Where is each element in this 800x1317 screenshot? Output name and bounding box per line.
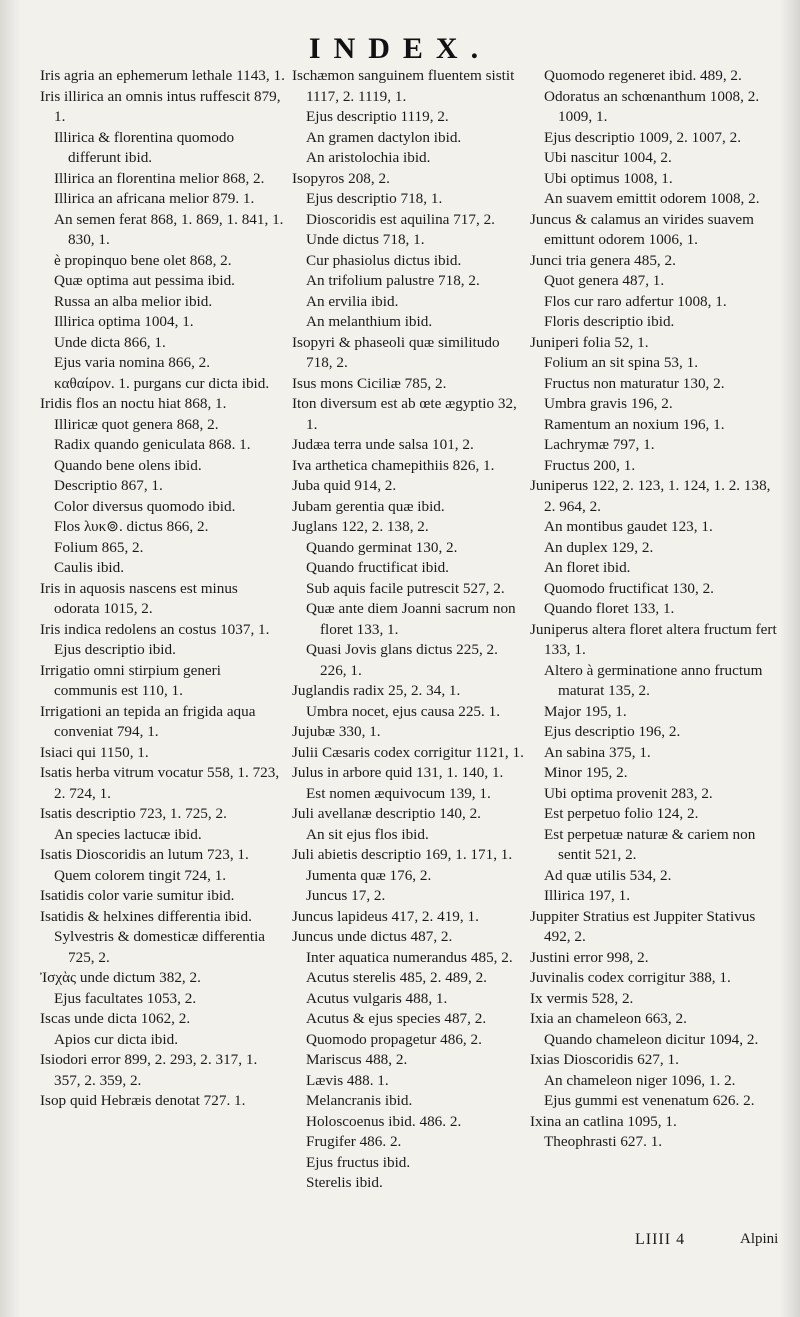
index-entry: Ixia an chameleon 663, 2. [530,1010,687,1027]
index-subentry: Quando chameleon dicitur 1094, 2. [544,1030,759,1048]
index-subentry: Ejus varia nomina 866, 2. [54,354,211,371]
index-entry: Julus in arbore quid 131, 1. 140, 1. [292,764,504,781]
index-subentry: An ervilia ibid. [306,292,399,310]
index-entry: Iva arthetica chamepithiis 826, 1. [292,456,495,474]
index-subentry: Quem colorem tingit 724, 1. [54,866,227,884]
index-subentry: An aristolochia ibid. [306,149,431,166]
index-subentry: Lachrymæ 797, 1. [544,436,655,453]
index-entry: Isopyros 208, 2. [292,169,390,187]
index-subentry: Dioscoridis est aquilina 717, 2. [306,210,495,228]
index-entry: Iridis flos an noctu hiat 868, 1. [40,395,227,412]
index-subentry: Illirica 197, 1. [544,887,631,904]
index-entry: Juniperi folia 52, 1. [530,333,649,351]
index-subentry: Apios cur dicta ibid. [54,1030,179,1048]
index-entry: Iris agria an ephemerum lethale 1143, 1. [40,67,285,84]
index-entry: Iris illirica an omnis intus ruffescit 879, 1. [40,87,281,125]
index-subentry: Quomodo fructificat 130, 2. [544,579,714,597]
index-subentry: Illirica an florentina melior 868, 2. [54,169,265,187]
index-subentry: Russa an alba melior ibid. [54,292,213,310]
index-subentry: Sterelis ibid. [306,1174,383,1191]
index-subentry: Quando germinat 130, 2. [306,538,458,556]
index-subentry: An suavem emittit odorem 1008, 2. [544,190,760,207]
index-entry: Isopyri & phaseoli quæ similitudo 718, 2. [292,333,500,371]
index-subentry: Folium an sit spina 53, 1. [544,354,698,371]
index-subentry: Ejus gummi est venenatum 626. 2. [544,1092,755,1109]
index-entry: Isiaci qui 1150, 1. [40,743,149,761]
index-subentry: Flos cur raro adfertur 1008, 1. [544,292,727,310]
index-entry: Juniperus 122, 2. 123, 1. 124, 1. 2. 138, 2. 964, 2. [530,477,771,515]
index-entry: Jujubæ 330, 1. [292,723,381,740]
index-subentry: Lævis 488. 1. [306,1071,389,1089]
index-entry: Juli abietis descriptio 169, 1. 171, 1. [292,846,513,863]
index-subentry: Acutus sterelis 485, 2. 489, 2. [306,969,487,986]
signature-mark: LIIII 4 [635,1231,686,1248]
index-column-2 [292,66,526,1194]
index-entry: Ixina an catlina 1095, 1. [530,1112,677,1130]
index-entry: Isop quid Hebræis denotat 727. 1. [40,1092,246,1109]
index-subentry: Sylvestris & domesticæ differentia 725, 2. [54,928,266,966]
index-entry: Iris indica redolens an costus 1037, 1. [40,620,270,638]
index-subentry: Illirica & florentina quomodo differunt ibid. [54,128,235,166]
index-entry: Juglandis radix 25, 2. 34, 1. [292,682,461,699]
index-entry: Judæa terra unde salsa 101, 2. [292,436,474,453]
index-entry: Justini error 998, 2. [530,948,649,966]
index-subentry: Quasi Jovis glans dictus 225, 2. 226, 1. [306,641,498,679]
index-entry: Julii Cæsaris codex corrigitur 1121, 1. [292,743,524,761]
index-subentry: Quando floret 133, 1. [544,600,675,617]
index-subentry: Ad quæ utilis 534, 2. [544,866,672,884]
index-subentry: Est nomen æquivocum 139, 1. [306,784,491,802]
index-entry: Juncus lapideus 417, 2. 419, 1. [292,907,479,925]
index-subentry: Sub aquis facile putrescit 527, 2. [306,579,505,597]
index-subentry: Fructus non maturatur 130, 2. [544,374,725,392]
index-entry: Isus mons Ciciliæ 785, 2. [292,374,447,392]
index-subentry: Unde dictus 718, 1. [306,231,425,248]
index-subentry: Flos λυκ⊚. dictus 866, 2. [54,518,209,535]
index-subentry: An gramen dactylon ibid. [306,128,462,146]
index-subentry: Caulis ibid. [54,559,125,576]
index-entry: Juli avellanæ descriptio 140, 2. [292,805,481,822]
index-subentry: Floris descriptio ibid. [544,313,675,330]
index-subentry: Mariscus 488, 2. [306,1051,408,1068]
index-subentry: Ubi optimus 1008, 1. [544,169,673,187]
index-subentry: Inter aquatica numerandus 485, 2. [306,948,513,966]
index-subentry: An species lactucæ ibid. [54,825,202,843]
index-subentry: Ejus descriptio 718, 1. [306,190,443,207]
index-subentry: Frugifer 486. 2. [306,1133,402,1150]
index-subentry: An sabina 375, 1. [544,743,651,761]
index-entry: Ischæmon sanguinem fluentem sistit 1117, 2. 1119, 1. [292,67,515,105]
index-entry: Junci tria genera 485, 2. [530,251,676,269]
index-subentry: An sit ejus flos ibid. [306,825,429,843]
index-subentry: Unde dicta 866, 1. [54,333,166,351]
index-subentry: An semen ferat 868, 1. 869, 1. 841, 1. 830, 1. [54,210,284,248]
index-column-1 [40,66,285,1112]
index-subentry: Illiricæ quot genera 868, 2. [54,415,219,433]
index-subentry: Umbra nocet, ejus causa 225. 1. [306,702,501,720]
index-entry: Isatidis & helxines differentia ibid. [40,907,252,925]
index-entry: Juglans 122, 2. 138, 2. [292,518,429,535]
index-entry: Iscas unde dicta 1062, 2. [40,1010,191,1027]
index-subentry: Ramentum an noxium 196, 1. [544,415,725,433]
left-page-shadow [0,0,20,1317]
index-subentry: Est perpetuæ naturæ & cariem non sentit 521, 2. [544,825,756,863]
index-entry: Juniperus altera floret altera fructum fert 133, 1. [530,620,777,658]
index-subentry: Theophrasti 627. 1. [544,1133,663,1150]
index-subentry: An floret ibid. [544,559,631,576]
index-subentry: Folium 865, 2. [54,538,144,556]
index-entry: Irrigationi an tepida an frigida aqua conveniat 794, 1. [40,702,256,740]
catchword: Alpini [740,1231,779,1247]
index-subentry: Ejus descriptio 1119, 2. [306,108,449,125]
index-subentry: Quando fructificat ibid. [306,559,449,576]
index-subentry: Ubi optima provenit 283, 2. [544,784,713,802]
index-entry: Isatis herba vitrum vocatur 558, 1. 723, 2. 724, 1. [40,764,280,802]
index-subentry: è propinquo bene olet 868, 2. [54,251,232,269]
index-subentry: Ubi nascitur 1004, 2. [544,149,672,166]
index-entry: Iton diversum est ab œte ægyptio 32, 1. [292,395,517,433]
index-subentry: Jumenta quæ 176, 2. [306,866,432,884]
index-subentry: An chameleon niger 1096, 1. 2. [544,1071,736,1089]
index-entry: Isatidis color varie sumitur ibid. [40,887,235,904]
index-subentry: An montibus gaudet 123, 1. [544,518,713,535]
index-subentry: Acutus vulgaris 488, 1. [306,989,448,1007]
index-entry: Ixias Dioscoridis 627, 1. [530,1051,679,1068]
index-subentry: Altero à germinatione anno fructum maturat 135, 2. [544,661,763,699]
index-subentry: Fructus 200, 1. [544,456,636,474]
index-entry: Jubam gerentia quæ ibid. [292,497,445,515]
index-subentry: Ejus descriptio ibid. [54,641,176,658]
index-subentry: Melancranis ibid. [306,1092,413,1109]
index-subentry: Juncus 17, 2. [306,887,386,904]
index-subentry: Quæ ante diem Joanni sacrum non floret 133, 1. [306,600,516,638]
index-subentry: Quot genera 487, 1. [544,272,665,289]
index-subentry: Descriptio 867, 1. [54,477,163,494]
index-subentry: Radix quando geniculata 868. 1. [54,436,251,453]
index-subentry: Color diversus quomodo ibid. [54,497,236,515]
index-subentry: Quomodo regeneret ibid. 489, 2. [544,67,742,84]
index-subentry: Acutus & ejus species 487, 2. [306,1010,487,1027]
index-entry: Isiodori error 899, 2. 293, 2. 317, 1. 357, 2. 359, 2. [40,1051,258,1089]
index-subentry: Ejus descriptio 1009, 2. 1007, 2. [544,128,741,146]
index-column-3 [530,66,782,1153]
index-entry: Juncus & calamus an virides suavem emittunt odorem 1006, 1. [530,210,754,248]
index-entry: Irrigatio omni stirpium generi communis est 110, 1. [40,661,221,699]
index-subentry: Est perpetuo folio 124, 2. [544,805,699,822]
index-entry: Isatis Dioscoridis an lutum 723, 1. [40,846,249,863]
index-entry: Juba quid 914, 2. [292,477,397,494]
index-subentry: An melanthium ibid. [306,313,433,330]
index-subentry: Umbra gravis 196, 2. [544,395,673,412]
index-subentry: Major 195, 1. [544,702,627,720]
index-subentry: Odoratus an schœnanthum 1008, 2. 1009, 1. [544,87,760,125]
index-entry: Isatis descriptio 723, 1. 725, 2. [40,805,227,822]
index-subentry: Quæ optima aut pessima ibid. [54,272,235,289]
index-entry: Juppiter Stratius est Juppiter Stativus 492, 2. [530,907,756,945]
index-subentry: Minor 195, 2. [544,764,628,781]
page-title: INDEX. [308,32,492,65]
index-entry: Juncus unde dictus 487, 2. [292,928,453,945]
index-subentry: Quomodo propagetur 486, 2. [306,1030,482,1048]
index-subentry: Holoscoenus ibid. 486. 2. [306,1112,462,1130]
index-subentry: Ejus facultates 1053, 2. [54,989,197,1007]
index-subentry: Ejus fructus ibid. [306,1153,411,1171]
index-entry: Juvinalis codex corrigitur 388, 1. [530,969,731,986]
index-entry: Ἰσχὰς unde dictum 382, 2. [40,969,201,986]
index-subentry: Quando bene olens ibid. [54,456,202,474]
index-subentry: Cur phasiolus dictus ibid. [306,251,462,269]
index-subentry: Ejus descriptio 196, 2. [544,723,681,740]
right-page-shadow [780,0,800,1317]
index-subentry: Illirica an africana melior 879. 1. [54,190,255,207]
index-subentry: An duplex 129, 2. [544,538,654,556]
index-entry: Ix vermis 528, 2. [530,989,634,1007]
index-subentry: Illirica optima 1004, 1. [54,313,194,330]
index-subentry: An trifolium palustre 718, 2. [306,272,480,289]
index-entry: Iris in aquosis nascens est minus odorata 1015, 2. [40,579,238,617]
index-subentry: καθαίρον. 1. purgans cur dicta ibid. [54,374,270,392]
